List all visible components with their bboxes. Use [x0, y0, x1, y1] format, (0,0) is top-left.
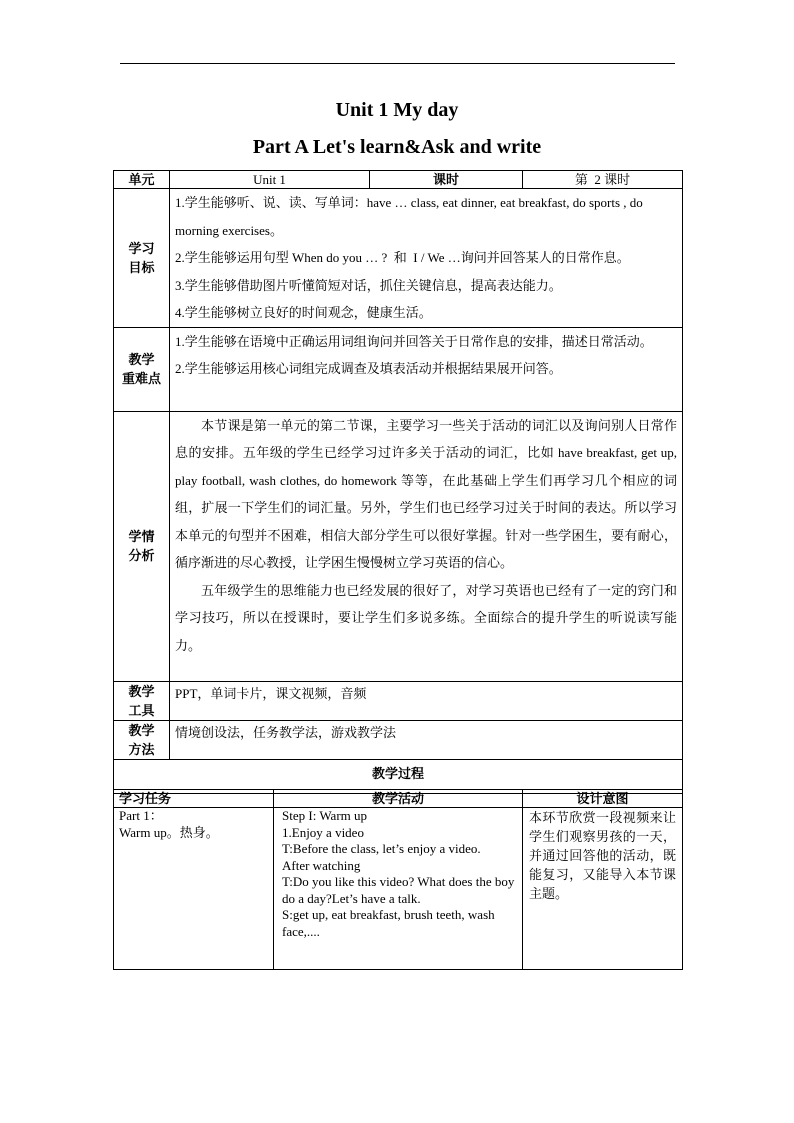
- tools-row: [114, 681, 683, 720]
- key-points-label: 教学 重难点: [114, 327, 170, 411]
- methods-label: 教学 方法: [114, 720, 170, 759]
- period-value: 第 2 课时: [523, 171, 683, 189]
- analysis-content: [170, 411, 683, 681]
- col-intent-header: 设计意图: [523, 790, 683, 808]
- objective-item: 4.学生能够树立良好的时间观念，健康生活。: [175, 305, 432, 320]
- tools-value: [170, 681, 683, 720]
- analysis-paragraph: 本节课是第一单元的第二节课，主要学习一些关于活动的词汇以及询问别人日常作息的安排。五年级的学生已经学习过许多关于活动的词汇，比如 have breakfast, get up, play football, wash clothes, do homework 等等，在此基础上学生们再学习几个相应的词组，扩展一下学生们的词汇量。另外，学生们也已经学习过关于时间的表达。所以学习本单元的句型并不困难，相信大部分学生可以很好掌握。针对一些学困生，要有耐心，循序渐进的尽心教授，让学困生慢慢树立学习英语的信心。: [175, 417, 677, 570]
- unit-value: Unit 1: [170, 171, 370, 189]
- col-task-header: 学习任务: [114, 790, 274, 808]
- objective-item: 2.学生能够运用句型 When do you … ? 和 I / We …询问并回答某人的日常作息。: [175, 250, 630, 265]
- key-point-item: 1.学生能够在语境中正确运用词组询问并回答关于日常作息的安排，描述日常活动。: [175, 333, 653, 349]
- process-header-row: [114, 790, 683, 808]
- process-row: [114, 808, 683, 970]
- analysis-paragraph: 五年级学生的思维能力也已经发展的很好了，对学习英语也已经有了一定的窍门和学习技巧，所以在授课时，要让学生们多说多练。全面综合的提升学生的听说读写能力。: [175, 582, 677, 653]
- objectives-label: 学习 目标: [114, 189, 170, 328]
- tools-label: 教学 工具: [114, 681, 170, 720]
- analysis-row: [114, 411, 683, 681]
- objectives-content: [170, 189, 683, 328]
- intent-cell: 本环节欣赏一段视频来让学生们观察男孩的一天，并通过回答他的活动，既能复习，又能导入本节课主题。: [523, 808, 683, 970]
- activity-line: Step I: Warm up: [282, 808, 368, 823]
- activity-line: S:get up, eat breakfast, brush teeth, wash face,....: [282, 907, 495, 939]
- process-table: [113, 789, 683, 970]
- task-line: Warm up。热身。: [119, 824, 219, 840]
- activity-line: T:Do you like this video? What does the boy do a day?Let’s have a talk.: [282, 874, 515, 906]
- key-points-row: [114, 327, 683, 411]
- analysis-label: 学情 分析: [114, 411, 170, 681]
- lesson-plan-table: [113, 170, 683, 794]
- header-rule: [120, 63, 675, 64]
- document-subtitle: Part A Let's learn&Ask and write: [252, 136, 542, 158]
- objectives-row: [114, 189, 683, 328]
- key-points-content: [170, 327, 683, 411]
- unit-label: 单元: [114, 171, 170, 189]
- objective-item: 3.学生能够借助图片听懂简短对话，抓住关键信息，提高表达能力。: [175, 277, 562, 293]
- methods-text: 情境创设法，任务教学法，游戏教学法: [175, 724, 397, 740]
- activity-line: T:Before the class, let’s enjoy a video.: [282, 841, 481, 856]
- task-line: Part 1：: [119, 808, 163, 823]
- methods-row: [114, 720, 683, 759]
- document-title: Unit 1 My day: [335, 99, 459, 121]
- tools-text: PPT，单词卡片，课文视频，音频: [175, 685, 367, 701]
- activity-line: After watching: [282, 857, 361, 873]
- process-title-row: [114, 759, 683, 793]
- unit-row: [114, 171, 683, 189]
- activity-cell: [274, 808, 523, 970]
- activity-line: 1.Enjoy a video: [282, 824, 364, 840]
- col-activity-header: 教学活动: [274, 790, 523, 808]
- period-label: 课时: [370, 171, 523, 189]
- task-cell: [114, 808, 274, 970]
- methods-value: [170, 720, 683, 759]
- key-point-item: 2.学生能够运用核心词组完成调查及填表活动并根据结果展开问答。: [175, 361, 562, 376]
- process-title: 教学过程: [114, 759, 683, 793]
- objective-item: 1.学生能够听、说、读、写单词：have … class, eat dinner, eat breakfast, do sports , do morning exercises。: [175, 195, 643, 238]
